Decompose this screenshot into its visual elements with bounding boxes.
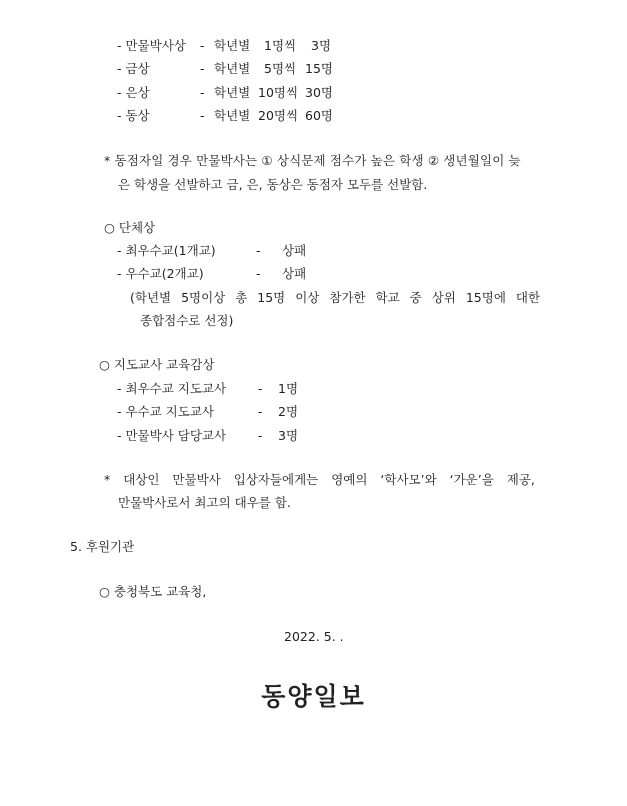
award-grade: 학년별 xyxy=(214,85,251,100)
benefit-note-line2: 만물박사로서 최고의 대우를 함. xyxy=(118,495,291,510)
benefit-note-line1: * 대상인 만물박사 입상자들에게는 영예의 ‘학사모’와 ‘가운’을 제공, xyxy=(104,472,535,487)
group-award-note-line1: (학년별 5명이상 총 15명 이상 참가한 학교 중 상위 15명에 대한 xyxy=(130,290,541,305)
award-name: - 은상 xyxy=(117,85,150,100)
teacher-award-dash: - xyxy=(258,428,263,443)
teacher-award-name: - 만물박사 담당교사 xyxy=(117,428,227,443)
teacher-award-count: 1명 xyxy=(278,381,299,396)
tie-note-line1: * 동점자일 경우 만물박사는 ① 상식문제 점수가 높은 학생 ② 생년월일이 늦 xyxy=(104,153,521,168)
award-separator: - xyxy=(200,38,205,53)
teacher-award-dash: - xyxy=(258,404,263,419)
group-award-dash: - xyxy=(256,266,261,281)
group-award-dash: - xyxy=(256,243,261,258)
teacher-award-heading: ○ 지도교사 교육감상 xyxy=(99,357,215,372)
award-total: 60명 xyxy=(305,108,333,123)
award-count: 20명씩 xyxy=(258,108,299,123)
award-grade: 학년별 xyxy=(214,108,251,123)
award-count: 5명씩 xyxy=(264,61,297,76)
document-date: 2022. 5. . xyxy=(284,629,344,644)
group-award-note-line2: 종합점수로 선정) xyxy=(140,313,234,328)
teacher-award-count: 3명 xyxy=(278,428,299,443)
group-award-name: - 우수교(2개교) xyxy=(117,266,204,281)
award-count: 1명씩 xyxy=(264,38,297,53)
award-total: 30명 xyxy=(305,85,333,100)
award-count: 10명씩 xyxy=(258,85,299,100)
award-separator: - xyxy=(200,108,205,123)
teacher-award-name: - 우수교 지도교사 xyxy=(117,404,214,419)
group-award-heading: ○ 단체상 xyxy=(104,220,156,235)
teacher-award-name: - 최우수교 지도교사 xyxy=(117,381,227,396)
teacher-award-count: 2명 xyxy=(278,404,299,419)
award-name: - 금상 xyxy=(117,61,150,76)
sponsor-heading: 5. 후원기관 xyxy=(70,539,135,554)
award-total: 3명 xyxy=(311,38,332,53)
tie-note-line2: 은 학생을 선발하고 금, 은, 동상은 동점자 모두를 선발함. xyxy=(118,177,428,192)
award-separator: - xyxy=(200,85,205,100)
group-award-prize: 상패 xyxy=(282,243,307,258)
award-name: - 만물박사상 xyxy=(117,38,186,53)
sponsor-item: ○ 충청북도 교육청, xyxy=(99,584,207,599)
group-award-name: - 최우수교(1개교) xyxy=(117,243,216,258)
group-award-prize: 상패 xyxy=(282,266,307,281)
award-grade: 학년별 xyxy=(214,38,251,53)
award-dash-glyph: - xyxy=(200,61,205,76)
publisher-name: 동양일보 xyxy=(261,682,366,711)
teacher-award-dash: - xyxy=(258,381,263,396)
award-total: 15명 xyxy=(305,61,333,76)
award-grade: 학년별 xyxy=(214,61,251,76)
award-name: - 동상 xyxy=(117,108,150,123)
